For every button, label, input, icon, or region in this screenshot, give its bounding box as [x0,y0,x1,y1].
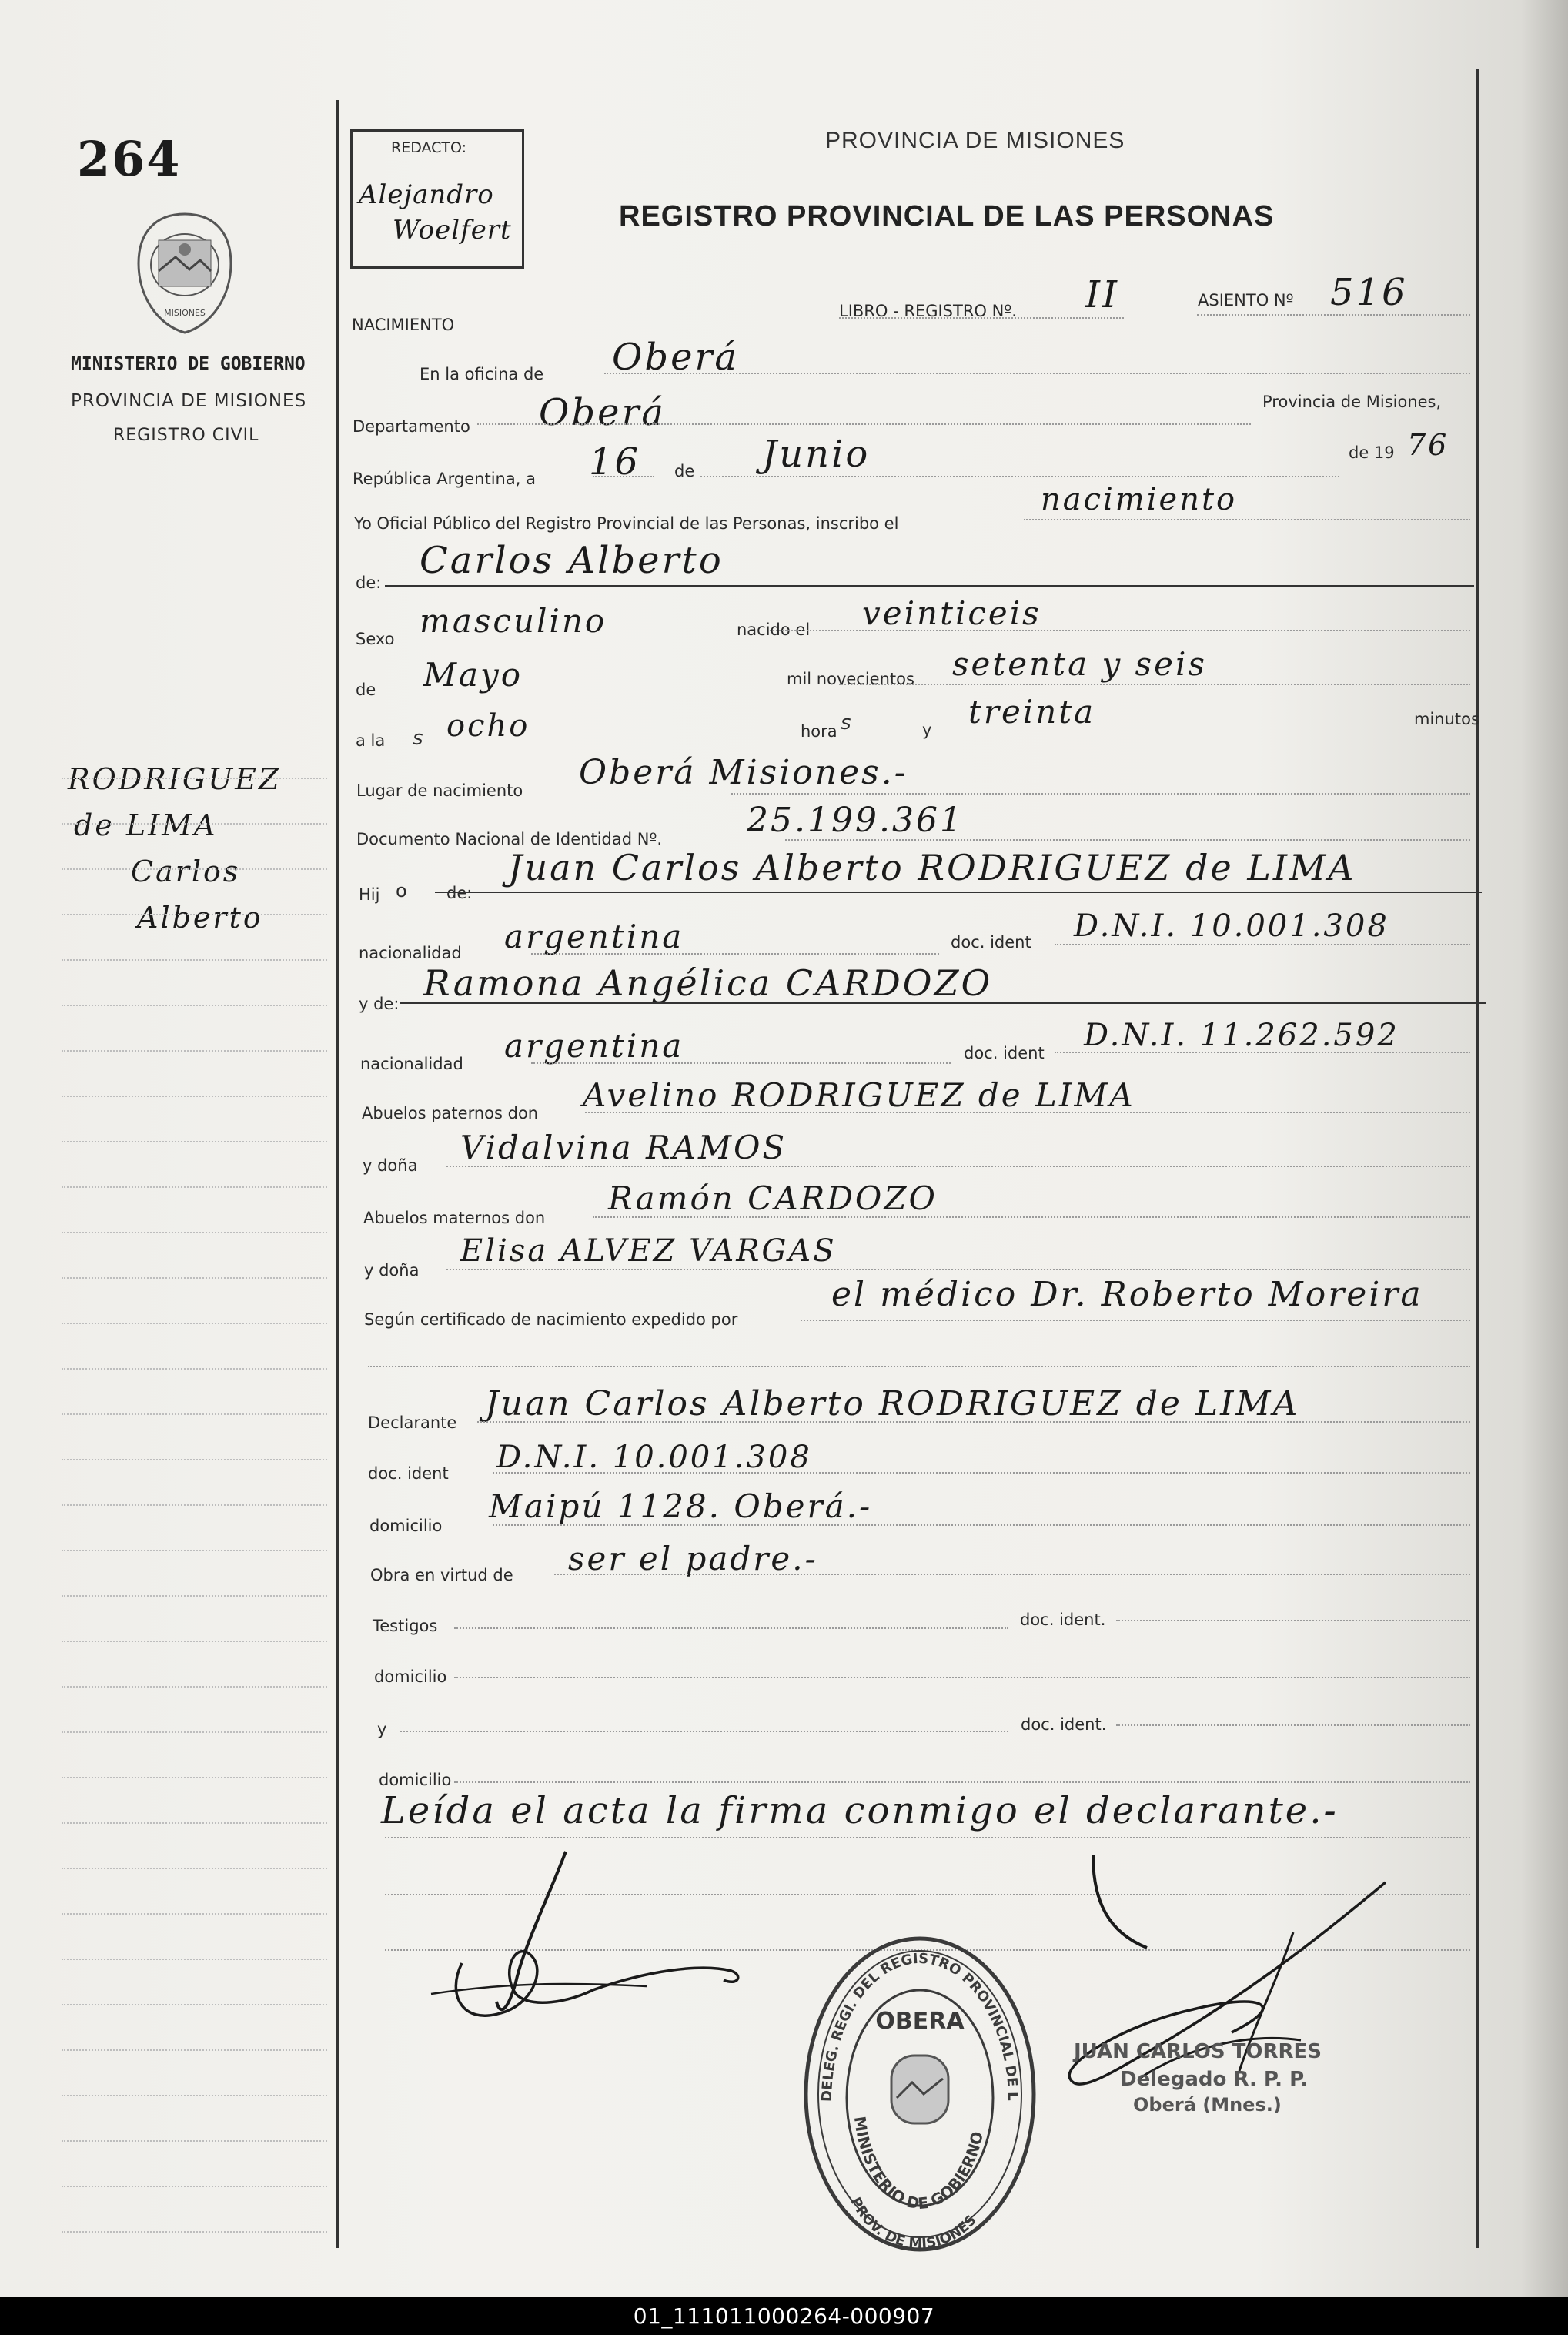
margin-rule [62,1323,327,1324]
dia-de-label: de [674,462,695,480]
inscribo-value: nacimiento [1041,482,1238,517]
margin-rule [62,914,327,915]
field-dotted-line [839,317,1124,319]
margin-note-line-2: de LIMA [74,808,218,842]
abuelos-maternos-label: Abuelos maternos don [363,1209,546,1227]
departamento-value: Oberá [539,391,667,434]
segun-certificado-label: Según certificado de nacimiento expedido por [364,1310,738,1329]
ministry-name: MINISTERIO DE GOBIERNO [71,354,306,374]
seal-city: OBERA [875,2008,965,2035]
field-dotted-line [1116,1620,1470,1621]
padre-value: Juan Carlos Alberto RODRIGUEZ de LIMA [508,847,1356,888]
field-dotted-line [593,1216,1470,1218]
field-dotted-line [531,1062,951,1064]
registry-seal [801,1932,1039,2256]
margin-rule [62,1595,327,1597]
abuelos-maternos-value: Ramón CARDOZO [608,1179,938,1217]
seal-bottom-path: PROV. DE MISIONES [847,2194,980,2253]
margin-rule [62,1550,327,1551]
section-label: NACIMIENTO [352,316,455,334]
hora-suffix: s [841,711,851,734]
margin-rule [62,1868,327,1869]
field-dotted-line [454,1781,1470,1783]
segun-certificado-value: el médico Dr. Roberto Moreira [831,1275,1423,1314]
margin-rule [62,1186,327,1188]
y-label: y [922,721,932,739]
anio-value: 76 [1407,428,1449,462]
sexo-label: Sexo [356,630,395,648]
field-dotted-line [531,953,939,955]
margin-rule [62,1232,327,1233]
field-dotted-line [385,1837,1470,1838]
footer-id: 01_111011000264-000907 [0,2297,1568,2335]
margin-rule [62,1686,327,1688]
testigo-domicilio-2-label: domicilio [379,1771,452,1789]
ministry-registry: REGISTRO CIVIL [113,426,259,445]
emblem-label: MISIONES [164,308,206,318]
margin-rule [62,1005,327,1006]
abuelos-paternos-value: Avelino RODRIGUEZ de LIMA [583,1076,1135,1114]
margin-rule [62,2049,327,2051]
sexo-value: masculino [420,602,607,640]
field-dotted-line [700,476,1339,477]
dia-value: 16 [589,440,641,483]
field-dotted-line [770,630,1470,631]
hora-value: ocho [446,708,530,744]
field-dotted-line [454,1677,1470,1678]
margin-rule [62,823,327,825]
field-solid-line [435,892,1482,893]
field-dotted-line [493,1524,1470,1526]
anio-label: de 19 [1349,443,1395,462]
dni-label: Documento Nacional de Identidad Nº. [356,830,663,848]
closing-statement: Leída el acta la firma conmigo el declarante.- [381,1789,1339,1832]
hijo-label: Hij [359,885,380,904]
de-mes-label: de [356,681,376,699]
margin-rule [62,1777,327,1778]
header-province: PROVINCIA DE MISIONES [825,128,1125,153]
margin-note-line-1: RODRIGUEZ [68,762,282,796]
margin-rule [62,1731,327,1733]
margin-rule [62,1959,327,1960]
mes-nacimiento-value: Mayo [423,656,523,694]
domicilio-declarante-value: Maipú 1128. Oberá.- [489,1487,873,1525]
libro-value: II [1085,273,1119,316]
redacto-label: REDACTO: [391,139,467,156]
declarante-value: Juan Carlos Alberto RODRIGUEZ de LIMA [485,1384,1300,1423]
hora-label: hora [801,722,837,741]
libro-label: LIBRO - REGISTRO Nº. [839,302,1017,320]
margin-rule [62,2186,327,2187]
official-signature [1062,1848,1386,2102]
form-frame-right [1476,69,1479,2248]
page-number: 264 [77,131,182,187]
margin-rule [62,2095,327,2096]
a-la-suffix: s [413,727,423,750]
field-dotted-line [1116,1724,1470,1726]
stamp-city: Oberá (Mnes.) [1133,2094,1282,2116]
field-dotted-line [477,423,1251,425]
testigos-label: Testigos [373,1617,438,1635]
seal-inner-path: MINISTERIO DE GOBIERNO [850,2115,988,2213]
field-dotted-line [1024,519,1470,520]
republica-label: República Argentina, a [353,470,536,488]
oficina-value: Oberá [612,336,740,379]
mil-novecientos-value: setenta y seis [952,645,1207,683]
field-solid-line [400,1002,1486,1004]
field-dotted-line [368,1366,1470,1367]
doc-madre-label: doc. ident [964,1044,1045,1062]
nacionalidad-madre-label: nacionalidad [360,1055,463,1073]
margin-rule [62,1822,327,1824]
margin-rule [62,1277,327,1279]
madre-value: Ramona Angélica CARDOZO [423,962,993,1004]
de-nombre-label: de: [356,574,382,592]
doc-madre-value: D.N.I. 11.262.592 [1084,1018,1399,1053]
nacionalidad-madre-value: argentina [504,1027,684,1065]
redacto-name-1: Alejandro [359,179,494,210]
field-dotted-line [1055,944,1470,945]
testigo-domicilio-1-label: domicilio [374,1668,447,1686]
margin-note-line-3: Carlos [131,855,241,888]
field-dotted-line [801,1320,1470,1321]
doc-padre-value: D.N.I. 10.001.308 [1074,908,1389,944]
margin-rule [62,1641,327,1642]
mes-value: Junio [762,433,871,476]
y-de-madre-label: y de: [359,995,400,1013]
stamp-name: JUAN CARLOS TORRES [1074,2040,1322,2063]
margin-rule [62,868,327,870]
form-frame-left [336,100,339,2248]
nacionalidad-padre-value: argentina [504,918,684,955]
field-dotted-line [1055,1052,1470,1053]
field-dotted-line [446,1166,1470,1167]
domicilio-declarante-label: domicilio [369,1517,443,1535]
margin-rule [62,2140,327,2142]
margin-rule [62,959,327,961]
doc-declarante-label: doc. ident [368,1464,449,1483]
ministry-province: PROVINCIA DE MISIONES [71,391,307,411]
doc-padre-label: doc. ident [951,933,1031,952]
field-solid-line [385,585,1474,587]
nacido-label: nacido el [737,621,811,639]
header-title: REGISTRO PROVINCIAL DE LAS PERSONAS [619,200,1275,232]
asiento-value: 516 [1330,271,1408,314]
nacido-value: veinticeis [862,594,1041,632]
dni-value: 25.199.361 [747,801,964,840]
margin-rule [62,1050,327,1052]
field-dotted-line [400,1731,1008,1732]
obra-label: Obra en virtud de [370,1566,513,1584]
field-dotted-line [593,476,654,477]
lugar-label: Lugar de nacimiento [356,781,523,800]
declarant-signature [416,1848,754,2032]
abuelos-paternos-label: Abuelos paternos don [362,1104,539,1122]
margin-rule [62,1368,327,1370]
field-dotted-line [477,1421,1470,1423]
redacto-box [350,129,524,269]
field-dotted-line [446,1269,1470,1270]
redacto-name-2: Woelfert [393,215,512,246]
margin-note-line-4: Alberto [137,901,263,935]
abuela-materna-label: y doña [364,1261,420,1280]
nombre-value: Carlos Alberto [420,539,724,582]
margin-rule [62,1459,327,1460]
field-dotted-line [785,839,1470,841]
field-dotted-line [585,1112,1470,1113]
nacionalidad-padre-label: nacionalidad [359,944,462,962]
obra-value: ser el padre.- [568,1540,818,1577]
margin-rule [62,2231,327,2233]
margin-rule [62,1141,327,1142]
hijo-de-label: de: [446,884,473,902]
testigo-y-label: y [377,1720,387,1738]
stamp-title: Delegado R. P. P. [1120,2068,1309,2091]
minutos-value: treinta [968,693,1096,731]
lugar-value: Oberá Misiones.- [579,753,908,792]
field-dotted-line [839,684,1470,685]
seal-inner-text [851,2115,987,2213]
departamento-label: Departamento [353,417,470,436]
yo-oficial-label: Yo Oficial Público del Registro Provincial de las Personas, inscribo el [354,514,899,533]
asiento-label: ASIENTO Nº [1198,291,1294,309]
field-dotted-line [1197,314,1470,316]
margin-rule [62,778,327,779]
doc-declarante-value: D.N.I. 10.001.308 [496,1440,812,1475]
margin-rule [62,1413,327,1415]
field-dotted-line [493,1472,1470,1474]
field-dotted-line [454,1627,1008,1629]
hijo-suffix: o [396,880,407,902]
abuela-paterna-label: y doña [363,1156,418,1175]
margin-rule [62,1504,327,1506]
margin-rule [62,1913,327,1915]
field-dotted-line [731,793,1470,795]
declarante-label: Declarante [368,1413,457,1432]
oficina-label: En la oficina de [420,365,544,383]
testigo-2-doc-label: doc. ident. [1021,1715,1107,1734]
field-dotted-line [604,373,1470,374]
field-dotted-line [554,1574,1470,1575]
provincial-emblem-icon [129,209,241,336]
minutos-label: minutos [1414,710,1479,728]
abuela-paterna-value: Vidalvina RAMOS [460,1129,787,1166]
provincia-label: Provincia de Misiones, [1262,393,1442,411]
testigos-doc-label: doc. ident. [1020,1611,1106,1629]
abuela-materna-value: Elisa ALVEZ VARGAS [460,1233,837,1269]
margin-rule [62,1096,327,1097]
margin-rule [62,2004,327,2005]
a-la-label: a la [356,731,386,750]
mil-novecientos-label: mil novecientos [787,670,914,688]
seal-outer-path: DELEG. REGI. DEL REGISTRO PROVINCIAL DE L [818,1950,1021,2103]
